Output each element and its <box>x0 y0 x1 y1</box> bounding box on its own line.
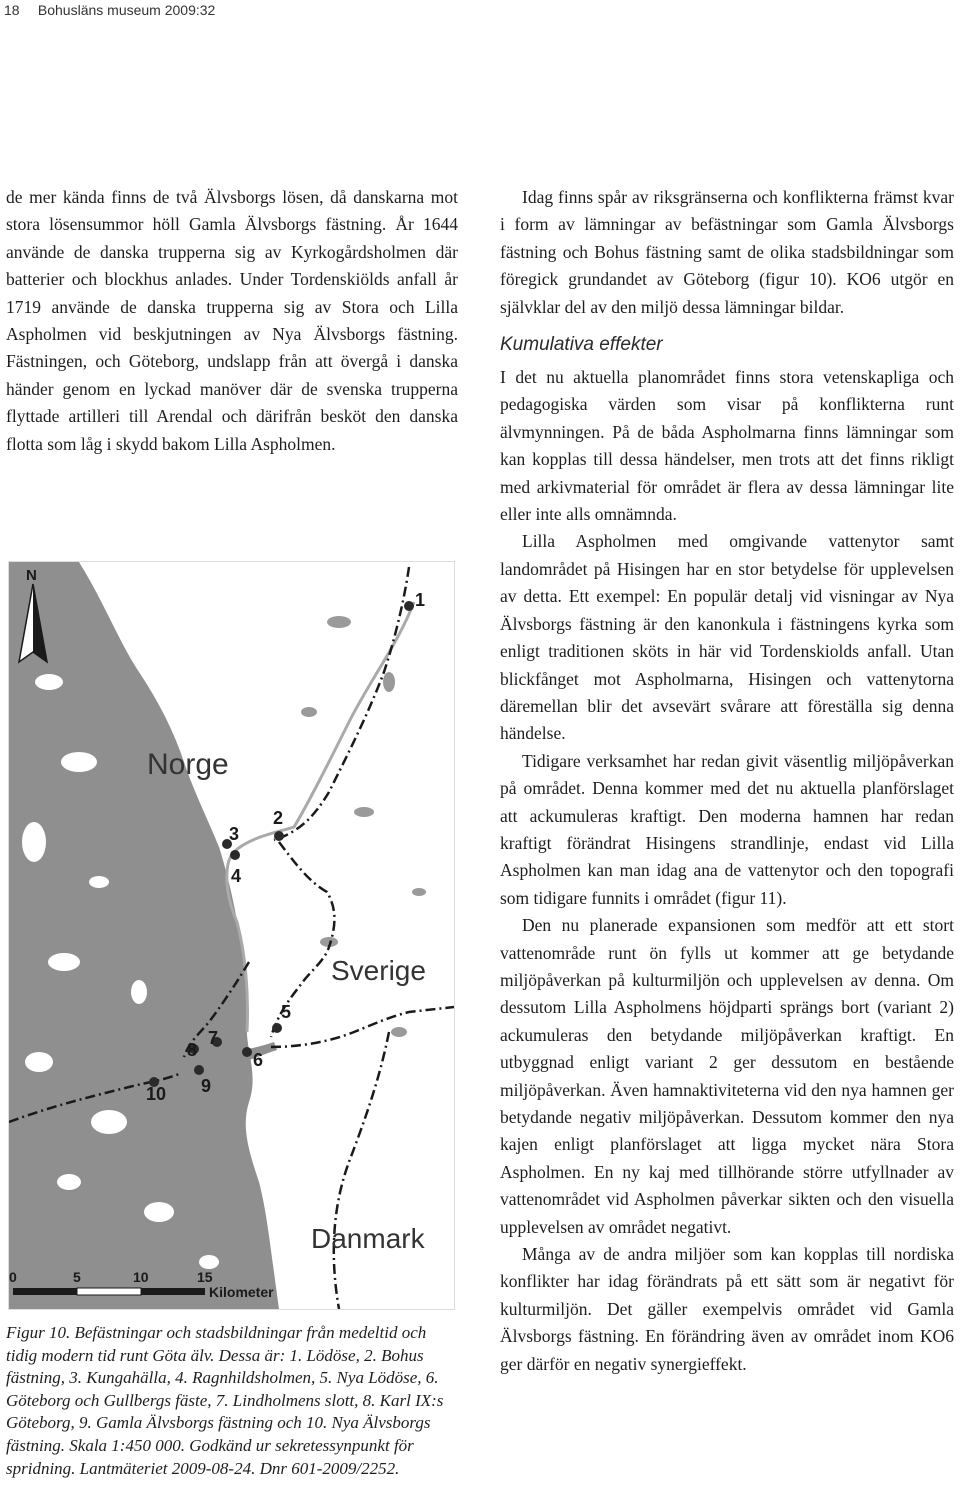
site-marker-9 <box>194 1065 204 1075</box>
site-label-6: 6 <box>253 1050 264 1070</box>
site-label-2: 2 <box>273 808 284 828</box>
right-paragraph-2: Lilla Aspholmen med omgivande vattenytor samt landområdet på Hisingen har en stor betydelse för upplevelsen av detta. Ett exempel: En populär detalj vid visningar av Nya Älvsborgs fästning är den kanonkula i fästningens kyrka som enligt traditionen sköts in här vid Tordenskiolds anfall. Utan blickfånget mot Aspholmarna, Hisingen och vattenytorna däremellan blir det avsevärt svårare att föreställa sig denna händelse. <box>500 531 954 744</box>
site-label-3: 3 <box>229 824 240 844</box>
scale-unit: Kilometer <box>209 1284 274 1300</box>
left-column <box>6 184 458 458</box>
site-label-1: 1 <box>415 590 426 610</box>
site-marker-2 <box>274 831 284 841</box>
site-label-7: 7 <box>208 1028 219 1048</box>
scale-tick-5: 5 <box>73 1269 81 1285</box>
site-label-5: 5 <box>281 1002 292 1022</box>
right-paragraph-5: Många av de andra miljöer som kan kopplas till nordiska konflikter har idag förändrats på ett sätt som är negativt för kulturmiljön. Det gäller exempelvis området vid Gamla Älvsborgs fästning. En förändring även av området inom KO6 ger därför en negativ synergieffekt. <box>500 1244 954 1374</box>
map-figure <box>8 561 455 1310</box>
right-paragraph-3: Tidigare verksamhet har redan givit väsentlig miljöpåverkan på området. Denna kommer med det nu aktuella planförslaget att ackumuleras kraftigt. Den moderna hamnen har redan kraftigt förändrat Hisingens strandlinje, endast vid Lilla Aspholmen kan man idag ana de vattenytor och den topografi som tidigare funnits i området (figur 11). <box>500 750 954 908</box>
right-intro-paragraph: Idag finns spår av riksgränserna och konflikterna främst kvar i form av lämningar av befästningar som Gamla Älvsborgs fästning och Bohus fästning samt de olika stadsbildningar som föregick grundandet av Göteborg (figur 10). KO6 utgör en självklar del av den miljö dessa lämningar bildar. <box>500 187 954 317</box>
page-number: 18 <box>4 2 20 18</box>
right-paragraph-4: Den nu planerade expansionen som medför att ett stort vattenområde runt ön fylls ut kommer att ge betydande miljöpåverkan på kulturmiljön och upplevelsen av denna. Om dessutom Lilla Aspholmens höjdparti sprängs bort (variant 2) ackumuleras den betydande miljöpåverkan kraftigt. En utbyggnad enligt variant 2 ger dessutom en bestående miljöpåverkan. Även hamnaktiviteterna vid den nya hamnen ger betydande negativ miljöpåverkan. Dessutom kommer den nya kajen enligt planförslaget att ligga mycket nära Stora Aspholmen. En ny kaj med tillhörande större utfyllnader av vattenområdet vid Aspholmen påverkar sikten och den visuella upplevelsen av området negativt. <box>500 915 954 1237</box>
map-svg <box>9 562 454 1309</box>
figure-caption: Figur 10. Befästningar och stadsbildningar från medeltid och tidig modern tid runt Göta älv. Dessa är: 1. Lödöse, 2. Bohus fästning, 3. Kungahälla, 4. Ragnhildsholmen, 5. Nya Lödöse, 6. Göteborg och Gullbergs fäste, 7. Lindholmens slott, 8. Karl IX:s Göteborg, 9. Gamla Älvsborgs fästning och 10. Nya Älvsborgs fästning. Skala 1:450 000. Godkänd ur sekretessynpunkt för spridning. Lantmäteriet 2009-08-24. Dnr 601-2009/2252. <box>6 1323 444 1478</box>
region-label-norge: Norge <box>147 748 229 781</box>
site-marker-1 <box>404 601 414 611</box>
site-label-8: 8 <box>187 1040 198 1060</box>
left-paragraph: de mer kända finns de två Älvsborgs lösen, då danskarna mot stora lösensummor höll Gamla Älvsborgs fästning. År 1644 använde de danska trupperna sig av Kyrkogårdsholmen där batterier och blockhus anlades. Under Tordenskiölds anfall år 1719 använde de danska trupperna sig av Stora och Lilla Aspholmen vid beskjutningen av Nya Älvsborgs fästning. Fästningen, och Göteborg, undslapp från att övergå i danska händer genom en lyckad manöver där de svenska trupperna flyttade artilleri till Arendal och därifrån besköt den danska flotta som låg i skydd bakom Lilla Aspholmen. <box>6 187 458 454</box>
right-column <box>500 184 954 1378</box>
site-marker-5 <box>272 1023 282 1033</box>
section-heading: Kumulativa effekter <box>500 334 663 356</box>
site-label-9: 9 <box>201 1076 212 1096</box>
site-label-4: 4 <box>231 866 242 886</box>
scale-tick-0: 0 <box>9 1269 17 1285</box>
scale-tick-10: 10 <box>133 1269 149 1285</box>
scale-tick-15: 15 <box>197 1269 213 1285</box>
site-marker-4 <box>230 850 240 860</box>
running-header <box>4 2 215 18</box>
region-label-danmark: Danmark <box>311 1223 425 1254</box>
north-label: N <box>26 567 37 584</box>
right-paragraph-1: I det nu aktuella planområdet finns stora vetenskapliga och pedagogiska värden som visar på konflikterna runt älvmynningen. På de båda Aspholmarna finns lämningar som kan kopplas till dessa händelser, men trots att det finns rikligt med arkivmaterial för området är flera av dessa lämningar lite eller inte alls omnämnda. <box>500 367 954 525</box>
site-marker-6 <box>242 1047 252 1057</box>
site-label-10: 10 <box>146 1084 167 1104</box>
region-label-sverige: Sverige <box>331 955 426 986</box>
publication-title: Bohusläns museum 2009:32 <box>37 2 216 18</box>
